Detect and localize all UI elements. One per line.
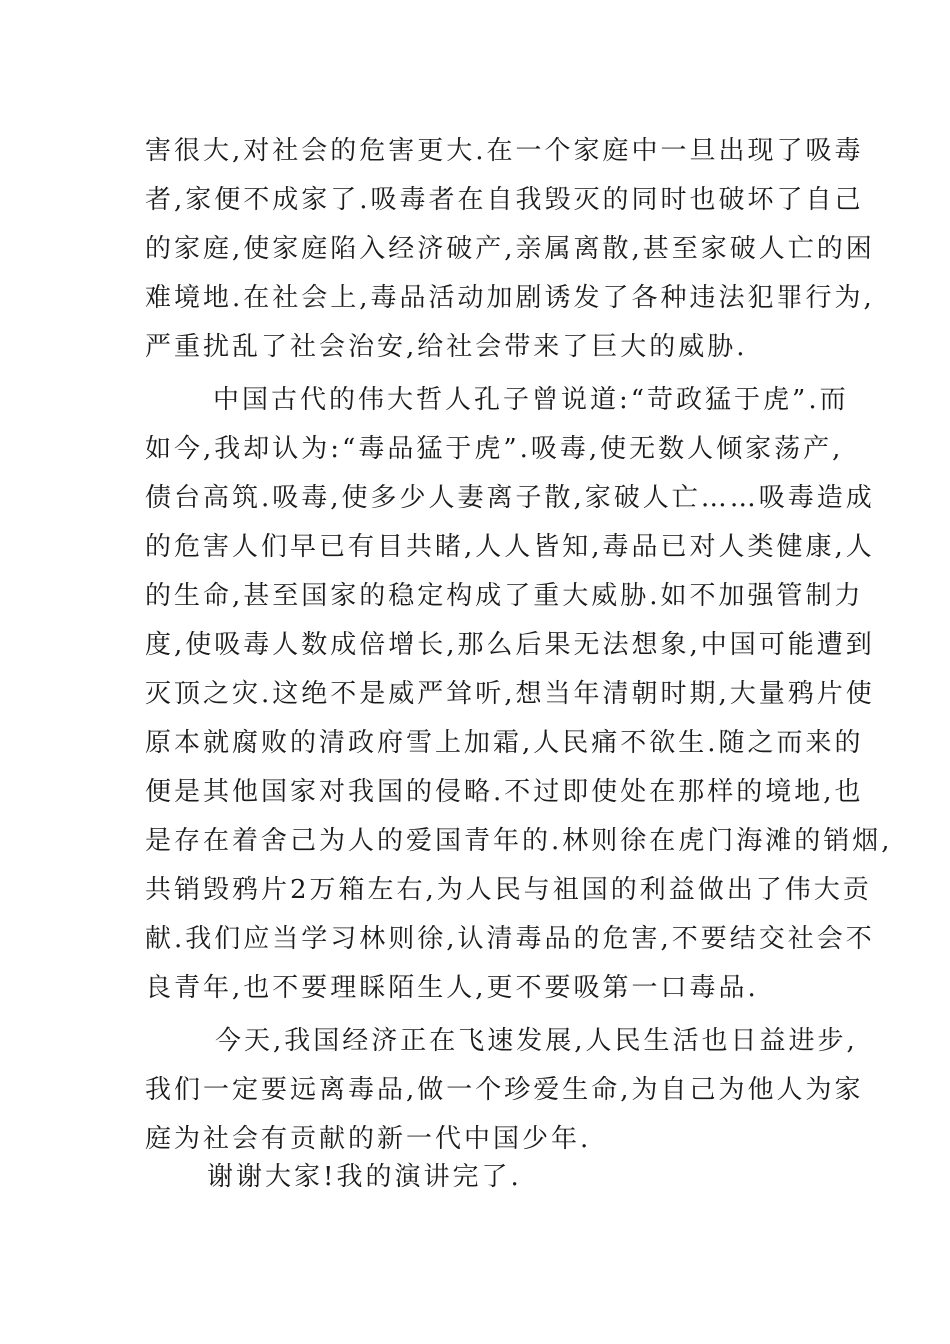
paragraph-line: 度,使吸毒人数成倍增长,那么后果无法想象,中国可能遭到 bbox=[145, 630, 875, 660]
paragraph-line: 共销毁鸦片2万箱左右,为人民与祖国的利益做出了伟大贡 bbox=[145, 875, 872, 905]
paragraph-line: 良青年,也不要理睬陌生人,更不要吸第一口毒品. bbox=[145, 973, 759, 1003]
paragraph-2 bbox=[145, 376, 893, 1013]
paragraph-line: 灭顶之灾.这绝不是威严耸听,想当年清朝时期,大量鸦片使 bbox=[145, 679, 875, 709]
paragraph-line: 严重扰乱了社会治安,给社会带来了巨大的威胁. bbox=[145, 332, 748, 362]
paragraph-line: 我们一定要远离毒品,做一个珍爱生命,为自己为他人为家 bbox=[145, 1075, 864, 1105]
paragraph-line: 害很大,对社会的危害更大.在一个家庭中一旦出现了吸毒 bbox=[145, 136, 864, 166]
paragraph-line: 中国古代的伟大哲人孔子曾说道:“苛政猛于虎”.而 bbox=[213, 385, 849, 415]
paragraph-line: 者,家便不成家了.吸毒者在自我毁灭的同时也破坏了自己 bbox=[145, 185, 864, 215]
paragraph-4 bbox=[145, 1153, 810, 1202]
paragraph-line: 的危害人们早已有目共睹,人人皆知,毒品已对人类健康,人 bbox=[145, 532, 875, 562]
paragraph-line: 是存在着舍己为人的爱国青年的.林则徐在虎门海滩的销烟, bbox=[145, 826, 893, 856]
paragraph-line: 谢谢大家!我的演讲完了. bbox=[207, 1162, 522, 1192]
paragraph-line: 庭为社会有贡献的新一代中国少年. bbox=[145, 1124, 592, 1154]
paragraph-line: 献.我们应当学习林则徐,认清毒品的危害,不要结交社会不 bbox=[145, 924, 875, 954]
paragraph-1 bbox=[145, 127, 875, 372]
paragraph-line: 原本就腐败的清政府雪上加霜,人民痛不欲生.随之而来的 bbox=[145, 728, 864, 758]
paragraph-line: 今天,我国经济正在飞速发展,人民生活也日益进步, bbox=[215, 1026, 858, 1056]
paragraph-line: 债台高筑.吸毒,使多少人妻离子散,家破人亡……吸毒造成 bbox=[145, 483, 875, 513]
paragraph-line: 的生命,甚至国家的稳定构成了重大威胁.如不加强管制力 bbox=[145, 581, 864, 611]
paragraph-line: 便是其他国家对我国的侵略.不过即使处在那样的境地,也 bbox=[145, 777, 864, 807]
paragraph-line: 的家庭,使家庭陷入经济破产,亲属离散,甚至家破人亡的困 bbox=[145, 234, 875, 264]
paragraph-line: 如今,我却认为:“毒品猛于虎”.吸毒,使无数人倾家荡产, bbox=[145, 434, 844, 464]
paragraph-3 bbox=[145, 1017, 864, 1164]
paragraph-line: 难境地.在社会上,毒品活动加剧诱发了各种违法犯罪行为, bbox=[145, 283, 875, 313]
